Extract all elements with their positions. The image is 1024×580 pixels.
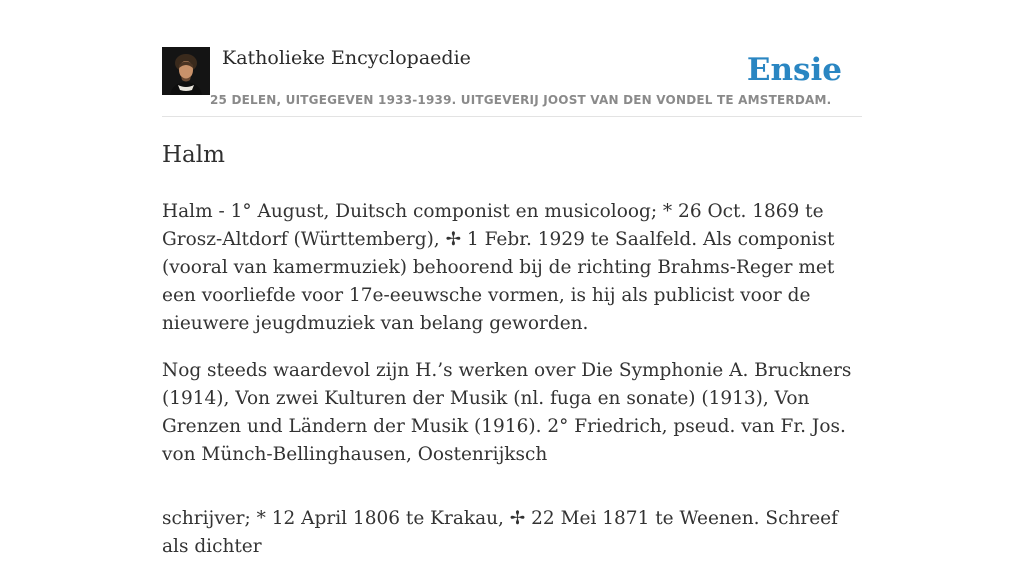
article-paragraph: Halm - 1° August, Duitsch componist en musicoloog; * 26 Oct. 1869 te Grosz-Altdorf (Württemberg), ✢ 1 Febr. 1929 te Saalfeld. Als componist (vooral van kamermuziek) behoorend bij de richting Brahms-Reger met een voorliefde voor 17e-eeuwsche vormen, is hij als publicist voor de nieuwere jeugdmuziek van belang geworden. [162,201,835,334]
brand-logo[interactable]: Ensie [746,52,842,88]
article-title: Halm [162,142,225,168]
portrait-avatar-icon-graphic [162,47,210,95]
source-title[interactable]: Katholieke Encyclopaedie [222,47,471,69]
article-paragraph: schrijver; * 12 April 1806 te Krakau, ✢ 22 Mei 1871 te Weenen. Schreef als dichter [162,508,838,557]
article-paragraph: Nog steeds waardevol zijn H.’s werken over Die Symphonie A. Bruckners (1914), Von zwei Kulturen der Musik (nl. fuga en sonate) (1913), Von Grenzen und Ländern der Musik (1916). 2° Friedrich, pseud. van Fr. Jos. von Münch-Bellinghausen, Oostenrijksch [162,360,852,465]
portrait-avatar-icon[interactable] [162,47,210,95]
source-subtitle: 25 DELEN, UITGEGEVEN 1933-1939. UITGEVERIJ JOOST VAN DEN VONDEL TE AMSTERDAM. [210,93,832,107]
article-content [162,140,862,580]
source-header [162,46,862,117]
